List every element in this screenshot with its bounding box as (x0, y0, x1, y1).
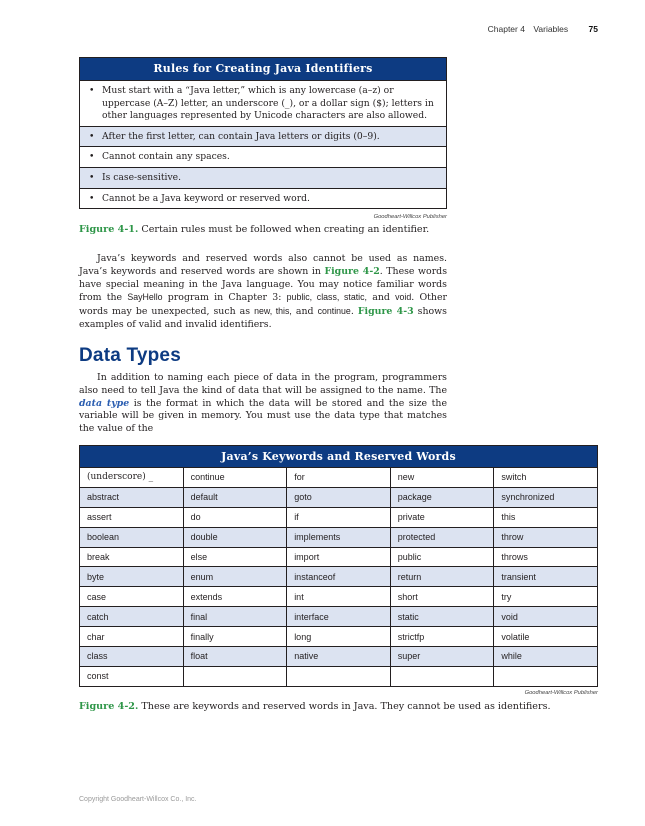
body-paragraph (79, 253, 447, 332)
paragraph-text: and (291, 306, 318, 318)
rule-row (80, 188, 446, 209)
table-cell: interface (287, 607, 391, 627)
table-cell: public (390, 547, 494, 567)
rule-text: Cannot be a Java keyword or reserved word. (102, 192, 310, 204)
table-cell: (underscore) _ (80, 468, 184, 488)
table-cell (494, 666, 598, 686)
table-cell: double (183, 527, 287, 547)
table-row (80, 527, 598, 547)
table-cell: abstract (80, 487, 184, 507)
paragraph-text: and (366, 292, 396, 304)
table-cell (183, 666, 287, 686)
table-cell: boolean (80, 527, 184, 547)
identifier-rules-title: Rules for Creating Java Identifiers (80, 58, 446, 80)
table-cell: throw (494, 527, 598, 547)
table-cell: case (80, 587, 184, 607)
caption-text: Certain rules must be followed when creating an identifier. (141, 224, 430, 235)
figure-reference-link[interactable]: Figure 4-3 (357, 306, 414, 318)
copyright-footer: Copyright Goodheart-Willcox Co., Inc. (79, 796, 197, 803)
table-cell: super (390, 647, 494, 667)
key-term: data type (79, 397, 130, 409)
bullet-icon: • (89, 151, 95, 163)
paragraph-text: . Other words may be unexpected, such as (79, 292, 447, 318)
figure-caption (79, 700, 551, 713)
figure-label: Figure 4-2. (79, 701, 139, 712)
section-label: Variables (533, 24, 569, 34)
table-cell: protected (390, 527, 494, 547)
paragraph-text: . (350, 306, 358, 318)
table-cell: native (287, 647, 391, 667)
keywords-table-title: Java’s Keywords and Reserved Words (80, 446, 598, 468)
table-row (80, 567, 598, 587)
chapter-label: Chapter 4 (487, 24, 525, 34)
table-cell: break (80, 547, 184, 567)
table-cell: return (390, 567, 494, 587)
table-cell: finally (183, 627, 287, 647)
table-cell: char (80, 627, 184, 647)
table-cell: try (494, 587, 598, 607)
table-cell: enum (183, 567, 287, 587)
page-number: 75 (588, 24, 598, 34)
rule-text: After the first letter, can contain Java letters or digits (0–9). (102, 130, 380, 142)
figure-credit: Goodheart-Willcox Publisher (524, 690, 598, 696)
table-row (80, 607, 598, 627)
code-term: new, this, (254, 306, 292, 317)
table-cell: assert (80, 507, 184, 527)
bullet-icon: • (89, 130, 95, 142)
rule-row (80, 146, 446, 167)
keywords-table (79, 445, 598, 687)
table-row (80, 666, 598, 686)
table-cell: volatile (494, 627, 598, 647)
table-cell: if (287, 507, 391, 527)
bullet-icon: • (89, 171, 95, 183)
table-cell: instanceof (287, 567, 391, 587)
table-cell: synchronized (494, 487, 598, 507)
rule-row (80, 126, 446, 147)
section-heading: Data Types (79, 345, 181, 366)
table-row (80, 468, 598, 488)
table-row (80, 627, 598, 647)
figure-credit: Goodheart-Willcox Publisher (373, 214, 447, 220)
code-term: void (395, 292, 412, 303)
table-cell: float (183, 647, 287, 667)
table-cell: byte (80, 567, 184, 587)
table-row (80, 487, 598, 507)
table-cell: import (287, 547, 391, 567)
rule-text: Must start with a “Java letter,” which is any lowercase (a–z) or uppercase (A–Z) letter, an underscore (_), or a dollar sign ($); letters in other languages represented by Unicode characters are also allowed. (102, 85, 434, 122)
bullet-icon: • (89, 85, 95, 96)
table-cell: void (494, 607, 598, 627)
figure-label: Figure 4-1. (79, 224, 139, 235)
table-cell: transient (494, 567, 598, 587)
table-row (80, 507, 598, 527)
table-cell: extends (183, 587, 287, 607)
table-cell: this (494, 507, 598, 527)
running-header (0, 24, 598, 34)
table-cell: switch (494, 468, 598, 488)
table-cell: short (390, 587, 494, 607)
paragraph-text: program in Chapter 3: (162, 292, 287, 304)
body-paragraph (79, 372, 447, 436)
table-cell: new (390, 468, 494, 488)
table-cell: do (183, 507, 287, 527)
table-row (80, 587, 598, 607)
table-cell: final (183, 607, 287, 627)
figure-caption (79, 223, 429, 236)
table-cell: throws (494, 547, 598, 567)
paragraph-text: In addition to naming each piece of data in the program, programmers also need to tell Java the kind of data that will be assigned to the name. The (79, 372, 447, 396)
bullet-icon: • (89, 192, 95, 204)
paragraph-text: . These words have special meaning in the Java language. You may notice familiar words from the (79, 265, 447, 304)
rule-row (80, 167, 446, 188)
figure-reference-link[interactable]: Figure 4-2 (324, 265, 380, 277)
table-cell: static (390, 607, 494, 627)
caption-text: These are keywords and reserved words in Java. They cannot be used as identifiers. (141, 701, 551, 712)
table-cell: const (80, 666, 184, 686)
table-cell: catch (80, 607, 184, 627)
table-cell: else (183, 547, 287, 567)
paragraph-text: shows examples of valid and invalid identifiers. (79, 306, 447, 330)
table-cell (287, 666, 391, 686)
rule-text: Cannot contain any spaces. (102, 151, 230, 163)
code-term: continue (317, 306, 351, 317)
table-cell: implements (287, 527, 391, 547)
table-row (80, 547, 598, 567)
code-term: public, class, static, (286, 292, 367, 303)
table-cell: for (287, 468, 391, 488)
table-cell: goto (287, 487, 391, 507)
identifier-rules-table (79, 57, 447, 209)
table-cell: private (390, 507, 494, 527)
table-cell: int (287, 587, 391, 607)
paragraph-text: Java’s keywords and reserved words also cannot be used as names. Java’s keywords and reserved words are shown in (79, 253, 447, 277)
table-row (80, 647, 598, 667)
table-cell: class (80, 647, 184, 667)
table-cell: strictfp (390, 627, 494, 647)
table-cell: default (183, 487, 287, 507)
table-cell: while (494, 647, 598, 667)
table-cell (390, 666, 494, 686)
rule-text: Is case-sensitive. (102, 171, 182, 183)
table-cell: package (390, 487, 494, 507)
table-cell: long (287, 627, 391, 647)
code-term: SayHello (127, 292, 163, 303)
table-cell: continue (183, 468, 287, 488)
paragraph-text: is the format in which the data will be stored and the size the variable will be given in memory. You must use the data type that matches the value of the (79, 397, 447, 435)
rule-row (80, 80, 446, 126)
